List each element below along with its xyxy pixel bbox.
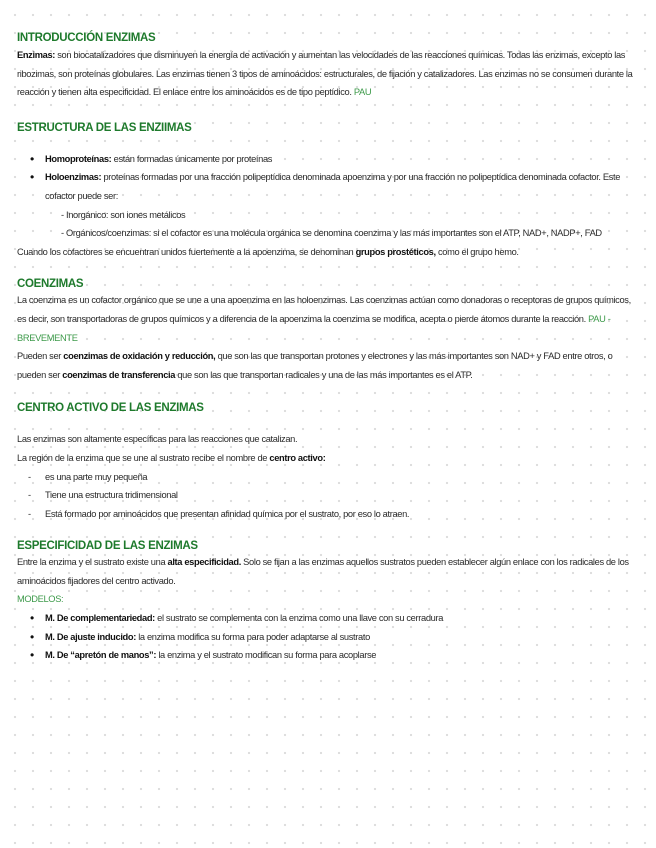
paragraph-text: Cuando los cofactores se encuentran unidos fuertemente a la apoenzima, se denominan	[17, 246, 356, 257]
section-title-centro-activo: CENTRO ACTIVO DE LAS ENZIMAS	[17, 402, 204, 415]
ajuste-inducido-term: M. De ajuste inducido:	[45, 631, 136, 642]
oxidacion-reduccion-term: coenzimas de oxidación y reducción,	[63, 351, 216, 362]
paragraph-text: Entre la enzima y el sustrato existe una	[17, 557, 168, 568]
modelos-list	[17, 609, 638, 665]
intro-text: son biocatalizadores que disminuyen la energía de activación y aumentan las velocidades de las reacciones químicas. Todas las enzimas, excepto las ribozimas, son proteínas globulares. Las enzimas tienen 3 tipos de aminoácidos: estructurales, de fijación y catalizadores. Las enzimas no se consumen durante la reacción y tienen alta especificidad. El enlace entre los aminoácidos es de tipo peptídico.	[17, 50, 633, 98]
centro-activo-definition	[17, 449, 638, 468]
intro-paragraph	[17, 46, 638, 102]
paragraph-text: Solo se fijan a las enzimas aquellos sustratos pueden establecer algún enlace con los radicales de los aminoácidos fijadores del centro activado.	[17, 557, 629, 586]
homoproteinas-term: Homoproteínas:	[45, 153, 112, 164]
coenzimas-paragraph	[17, 291, 638, 347]
apreton-de-manos-term: M. De “apretón de manos”:	[45, 650, 157, 661]
alta-especificidad-term: alta especificidad.	[167, 557, 241, 568]
centro-activo-term: centro activo:	[269, 452, 326, 463]
paragraph-text: La coenzima es un cofactor orgánico que se une a una apoenzima en las holoenzimas. Las coenzimas actúan como donadoras o receptoras de grupos químicos, es decir, son transportadoras de grupos químicos y a diferencia de la apoenzima la coenzima se modifica, acepta o pierde átomos durante la reacción.	[17, 295, 631, 324]
cofactor-inorganico: - Inorgánico: son iones metálicos	[61, 209, 186, 220]
grupos-prosteticos-term: grupos prostéticos,	[355, 246, 436, 257]
list-item	[17, 609, 638, 628]
section-title-coenzimas: COENZIMAS	[17, 278, 84, 291]
holoenzimas-text: proteínas formadas por una fracción polipeptídica denominada apoenzima y por una fracción no polipeptídica denominada cofactor. Este cofactor puede ser:	[45, 172, 621, 201]
list-item	[17, 168, 638, 205]
list-item-text: la enzima y el sustrato modifican su forma para acoplarse	[156, 650, 377, 661]
paragraph-text: como el grupo hemo.	[435, 246, 519, 257]
pau-brevemente-tag: PAU - BREVEMENTE	[17, 313, 611, 343]
list-item: - Está formado por aminoácidos que presentan afinidad química por el sustrato, por eso lo atraen.	[17, 505, 638, 524]
pau-tag: PAU	[353, 87, 372, 98]
section-title-especificidad: ESPECIFICIDAD DE LAS ENZIMAS	[17, 540, 198, 553]
section-title-estructura: ESTRUCTURA DE LAS ENZIIMAS	[17, 121, 192, 134]
coenzimas-types-paragraph	[17, 347, 638, 384]
grupos-prosteticos-paragraph	[17, 243, 638, 262]
paragraph-text: Pueden ser	[17, 351, 64, 362]
list-item: - Tiene una estructura tridimensional	[17, 486, 638, 505]
centro-activo-list	[17, 468, 638, 524]
cofactor-organico: - Orgánicos/coenzimas: si el cofactor es una molécula orgánica se denomina coenzima y las más importantes son el ATP, NAD+, NADP+, FAD	[61, 228, 602, 239]
holoenzimas-term: Holoenzimas:	[45, 172, 102, 183]
list-item	[17, 150, 638, 169]
especificidad-paragraph	[17, 553, 638, 590]
centro-activo-intro: Las enzimas son altamente específicas para las reacciones que catalizan.	[17, 434, 298, 445]
homoproteinas-text: están formadas únicamente por proteínas	[111, 153, 273, 164]
paragraph-text: que son las que transportan protones y electrones y las más importantes son NAD+ y FAD entre otros, o pueden ser	[17, 351, 613, 380]
estructura-list	[17, 150, 638, 206]
list-item-text: la enzima modifica su forma para poder adaptarse al sustrato	[135, 631, 370, 642]
list-item: - es una parte muy pequeña	[17, 468, 638, 487]
list-item	[17, 628, 638, 647]
enzimas-term: Enzimas:	[17, 50, 56, 60]
complementariedad-term: M. De complementariedad:	[45, 613, 155, 624]
list-item	[17, 646, 638, 665]
transferencia-term: coenzimas de transferencia	[62, 369, 176, 380]
modelos-label: MODELOS:	[17, 594, 64, 605]
list-item-text: el sustrato se complementa con la enzima como una llave con su cerradura	[154, 613, 444, 624]
paragraph-text: que son las que transportan radicales y una de las más importantes es el ATP.	[175, 369, 473, 380]
section-title-introduccion: INTRODUCCIÓN ENZIMAS	[17, 32, 156, 44]
paragraph-text: La región de la enzima que se une al sustrato recibe el nombre de	[17, 452, 270, 463]
